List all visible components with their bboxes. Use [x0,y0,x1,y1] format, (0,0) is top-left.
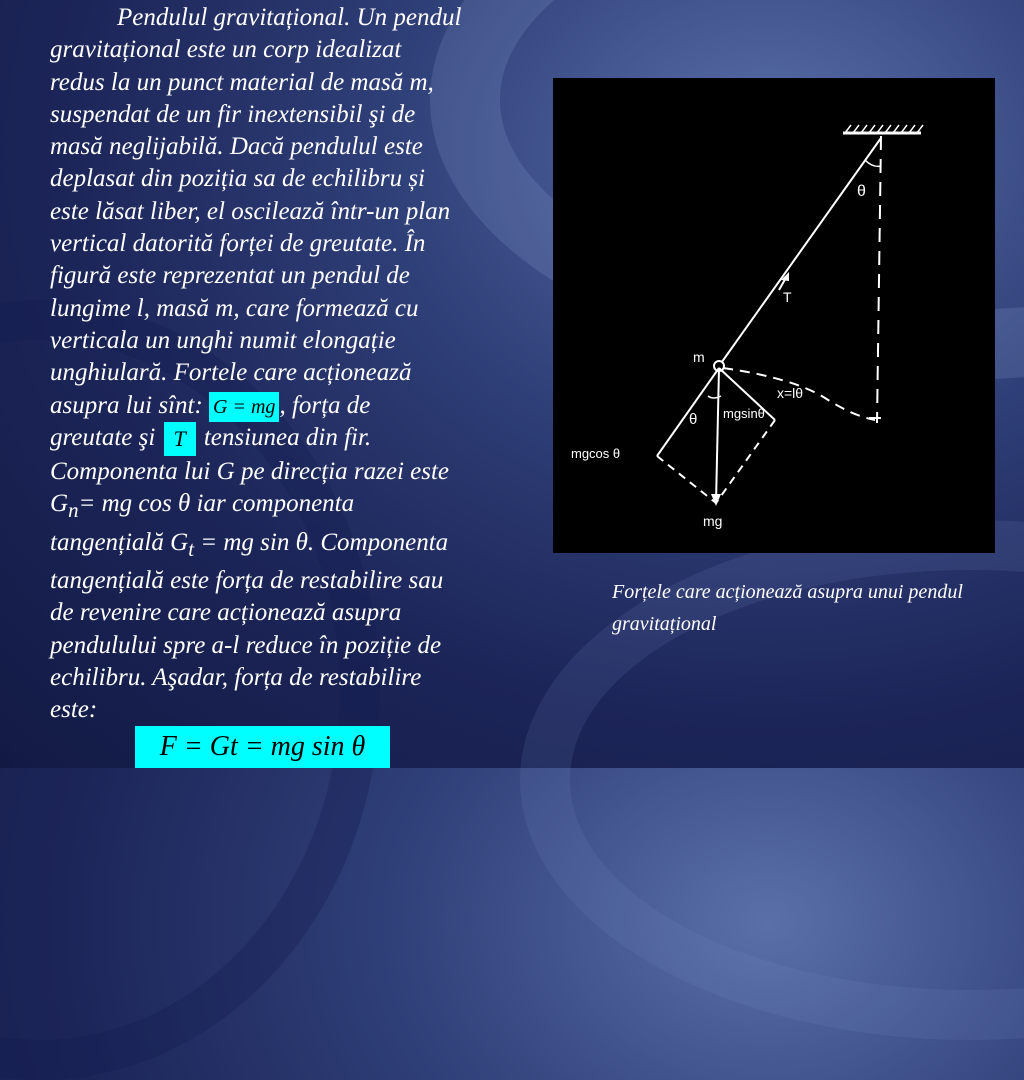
weight-vector [716,368,719,503]
text-line: masă neglijabilă. Dacă pendulul este [50,133,423,161]
text-line: pendulului spre a-l reduce în poziție de [50,631,442,659]
parallelogram-edge [716,420,775,503]
text-line: este: [50,696,98,724]
text-line: verticala un unghi numit elongație [50,326,396,354]
text-line: Pendulul gravitațional. Un pendul [117,4,462,31]
text-line: unghiulară. Fortele care acționează [50,359,412,387]
theta-low-label: θ [689,411,698,428]
restoring-force-formula: F = Gt = mg sin θ [135,726,390,768]
text-line: de revenire care acționează asupra [50,599,402,627]
text-fragment: asupra lui sînt: [50,391,203,419]
text-line: echilibru. Aşadar, forța de restabilire [50,663,422,691]
text-fragment: tangențială G [50,528,189,556]
theta-top-label: θ [857,183,866,200]
text-line: figură este reprezentat un pendul de [50,262,410,290]
mgcos-label: mgcos θ [571,446,621,461]
formula-tension: T [164,422,196,456]
pendulum-string [719,138,881,366]
text-fragment: tensiunea din fir. [203,423,372,451]
text-line: este lăsat liber, el oscilează într-un plan [50,197,451,225]
subscript: n [68,498,79,523]
subscript: t [188,536,194,561]
text-fragment: = mg cos θ iar componenta [78,490,355,518]
text-line: Componenta lui G pe direcția razei este [50,458,450,486]
text-line: vertical datorită forței de greutate. În [50,230,426,258]
formula-gravity: G = mg [209,392,279,422]
vertical-dashed-line [877,136,881,423]
text-line: tangențială este forța de restabilire sau [50,567,444,595]
text-line: lungime l, masă m, care formează cu [50,294,419,322]
text-fragment: = mg sin θ. Componenta [193,528,449,556]
text-line: deplasat din poziția sa de echilibru și [50,165,425,193]
parallelogram-edge [657,456,716,503]
text-line: suspendat de un fir inextensibil şi de [50,100,416,128]
pendulum-figure [553,78,995,553]
arc-label: x=lθ [777,385,804,401]
angle-arc-top [865,160,881,166]
text-fragment: greutate şi [50,423,156,451]
mg-label: mg [703,513,723,529]
body-paragraph [50,2,540,727]
text-fragment: , forța de [279,391,371,419]
text-line: gravitațional este un corp idealizat [50,36,402,64]
pendulum-diagram [553,78,995,553]
mgsin-label: mgsinθ [723,406,765,421]
tension-label: T [783,289,792,305]
figure-caption: Forțele care acționează asupra unui pendul gravitațional [612,581,963,635]
text-line: redus la un punct material de masă m, [50,68,434,96]
text-fragment: G [50,490,69,518]
mass-label: m [693,349,705,365]
normal-component [657,368,719,456]
